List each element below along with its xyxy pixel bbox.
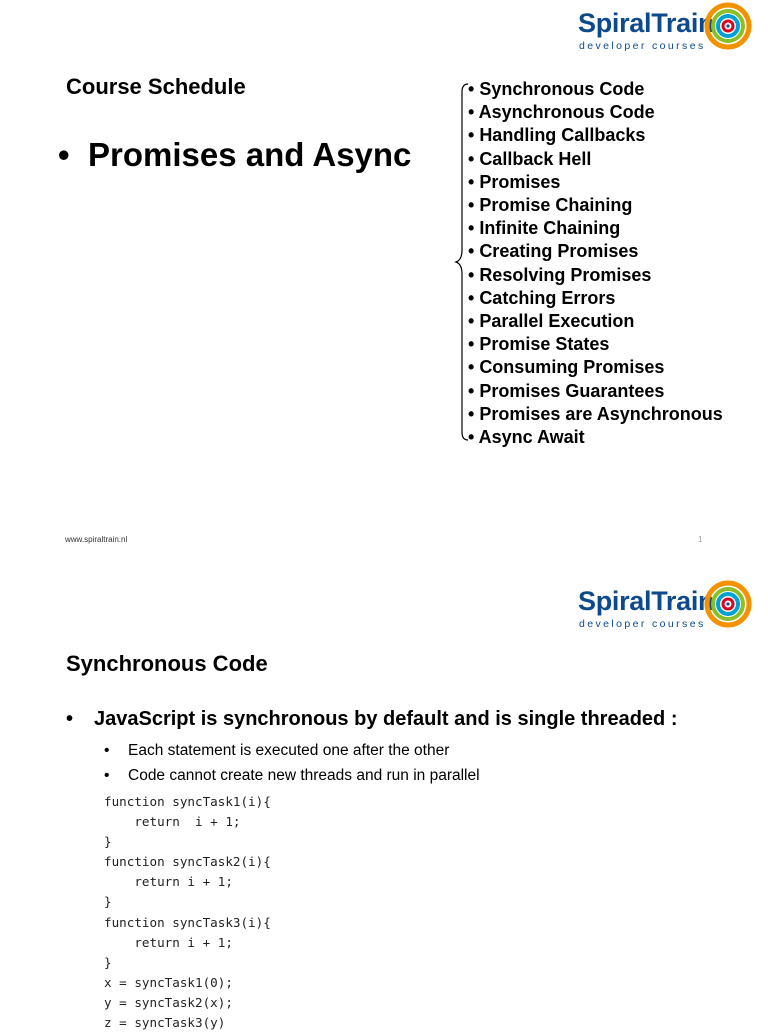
footer-url[interactable]: www.spiraltrain.nl — [65, 535, 128, 544]
main-topic-bullet — [58, 136, 411, 174]
spiraltrain-logo — [576, 578, 752, 632]
slide-synchronous-code — [0, 560, 768, 1031]
topic-item: • Asynchronous Code — [468, 102, 655, 123]
code-line: function syncTask3(i){ — [104, 914, 271, 930]
page-number: 1 — [698, 535, 703, 544]
sub-bullet-item: • Code cannot create new threads and run in parallel — [104, 767, 480, 784]
code-line: return i + 1; — [104, 934, 233, 950]
topic-item: • Catching Errors — [468, 287, 616, 308]
topic-item: • Creating Promises — [468, 241, 639, 262]
main-bullet-text: JavaScript is synchronous by default and is single threaded : — [94, 708, 678, 730]
code-line: } — [104, 834, 112, 850]
code-line: return i + 1; — [104, 814, 241, 830]
topic-item: • Infinite Chaining — [468, 218, 621, 239]
topic-item: • Resolving Promises — [468, 264, 652, 285]
topic-item: • Synchronous Code — [468, 79, 645, 99]
topic-item: • Promises are Asynchronous — [468, 403, 723, 424]
topic-item: • Promises — [468, 171, 561, 192]
sub-bullet-list — [104, 738, 480, 788]
topic-item: • Async Await — [468, 427, 585, 448]
topic-item: • Consuming Promises — [468, 357, 665, 378]
logo-tagline: developer courses — [579, 40, 706, 52]
slide-title: Course Schedule — [66, 74, 246, 99]
logo-tagline: developer courses — [579, 618, 706, 630]
code-line: function syncTask1(i){ — [104, 794, 271, 809]
code-line: return i + 1; — [104, 874, 233, 890]
bullet-icon: • — [58, 136, 70, 173]
slide-title: Synchronous Code — [66, 651, 268, 676]
bullet-icon: • — [66, 708, 74, 730]
topic-item: • Callback Hell — [468, 148, 592, 169]
spiral-logo-icon — [704, 580, 752, 628]
code-line: z = syncTask3(y) — [104, 1015, 226, 1031]
code-line: function syncTask2(i){ — [104, 854, 271, 870]
logo-wordmark: SpiralTrain — [578, 586, 715, 616]
topic-item: • Promise States — [468, 334, 610, 355]
sub-bullet-item: • Each statement is executed one after the other — [104, 742, 450, 759]
topic-item: • Handling Callbacks — [468, 125, 646, 146]
spiral-logo-icon — [704, 2, 752, 50]
code-line: y = syncTask2(x); — [104, 994, 233, 1010]
main-bullet — [66, 708, 678, 731]
code-block — [104, 792, 271, 1033]
logo-wordmark: SpiralTrain — [578, 8, 715, 38]
spiraltrain-logo — [576, 0, 752, 54]
code-line: x = syncTask1(0); — [104, 974, 233, 990]
topic-item: • Promise Chaining — [468, 195, 633, 216]
topic-item: • Promises Guarantees — [468, 380, 665, 401]
main-topic-text: Promises and Async — [88, 136, 412, 173]
topic-list — [468, 78, 723, 449]
code-line: } — [104, 954, 112, 970]
code-line: } — [104, 894, 112, 910]
topic-item: • Parallel Execution — [468, 311, 635, 332]
